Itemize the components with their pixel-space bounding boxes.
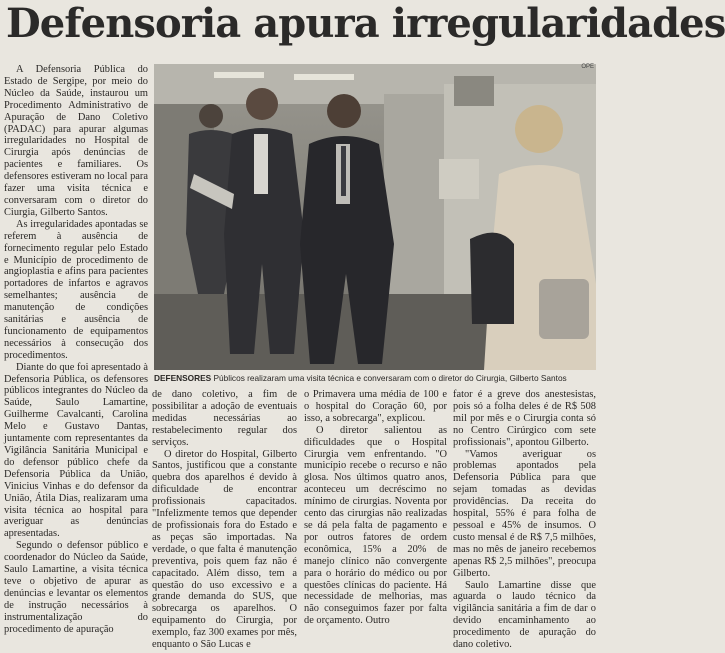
photo-credit-tag: OPE: [581, 64, 594, 70]
paragraph: A Defensoria Pública do Estado de Sergipe, por meio do Núcleo da Saúde, instaurou um Procedimento Administrativo de Apuração de Dano Coletivo (PADAC) para apurar algumas irregularidades no Hospital de Cirurgia após denúncias de pacientes e familiares. Os defensores estiveram no local para fazer uma visita técnica e conversaram com o diretor do Ciurgia, Gilberto Santos.: [4, 64, 148, 218]
paragraph: As irregularidades apontadas se referem à ausência de fornecimento regular pelo Estado e Município de procedimento de angioplastia e afins para pacientes portadores de infartos e agravos semelhantes; ausência de manutenção de condições sanitárias e ausência de funcionamento de equipamentos necessários à consecução dos procedimentos.: [4, 218, 148, 361]
news-photo: [154, 64, 596, 370]
paragraph: "Vamos averiguar os problemas apontados pela Defensoria Pública para que sejam tomadas as devidas providências. Da receita do hospital, 55% é para folha de pessoal e 45% de insumos. O custo mensal é de R$ 7,5 milhões, mas no mês de janeiro recebemos apenas R$ 2,5 milhões", preocupa Gilberto.: [453, 448, 596, 579]
caption-lead: DEFENSORES: [154, 373, 212, 383]
paragraph: o Primavera uma média de 100 e o hospital do Coração 60, por isso, a sobrecarga", explicou.: [304, 389, 447, 424]
paragraph: O diretor salientou as dificuldades que o Hospital Cirurgia vem enfrentando. "O município recebe o recurso e não glosa. Nos últimos quatro anos, aconteceu um decréscimo no mínimo de cirurgias. Noventa por cento das cirurgias não realizadas se dá pela falta de pagamento e por outros fatores de ordem econômica, 15% a 20% de manejo clínico não convergente para o horário do médico ou por questões clínicas do paciente. Há necessidade de melhorias, mas não conseguimos fazer por falta de orçamento. Outro: [304, 424, 447, 627]
photo-caption: [154, 372, 596, 385]
photo-illustration: [154, 64, 596, 370]
article-column-1: [4, 64, 148, 653]
paragraph: de dano coletivo, a fim de possibilitar a adoção de eventuais medidas necessárias ao restabelecimento regular dos serviços.: [152, 389, 297, 448]
paragraph: fator é a greve dos anestesistas, pois só a folha deles é de R$ 508 mil por mês e o Cirurgia conta só no Centro Cirúrgico com sete profissionais", apontou Gilberto.: [453, 389, 596, 448]
paragraph: Saulo Lamartine disse que aguarda o laudo técnico da vigilância sanitária a fim de dar o devido encaminhamento ao procedimento de apuração do dano coletivo.: [453, 579, 596, 651]
headline: Defensoria apura irregularidades: [6, 0, 725, 47]
paragraph: O diretor do Hospital, Gilberto Santos, justificou que a constante quebra dos aparelhos é devido à dificuldade de encontrar profissionais capacitados. "Infelizmente temos que depender de profissionais fora do Estado e as peças são importadas. Na verdade, o que falta é manutenção preventiva, pois quem faz não é capacitado. Além disso, tem a questão do uso excessivo e a grande demanda do SUS, que sobrecarga os aparelhos. O equipamento do Cirurgia, por exemplo, faz 300 exames por mês, enquanto o São Lucas e: [152, 448, 297, 651]
article-column-4: [453, 389, 596, 653]
paragraph: Segundo o defensor público e coordenador do Núcleo da Saúde, Saulo Lamartine, a visita técnica teve o objetivo de apurar as denúncias e levantar os elementos de instrução necessários à instrumentalização do procedimento de apuração: [4, 540, 148, 635]
paragraph: Diante do que foi apresentado à Defensoria Pública, os defensores públicos integrantes do Núcleo da Saúde, Saulo Lamartine, Guilherme Cavalcanti, Carolina Melo e Gustavo Dantas, juntamente com representantes da Vigilância Sanitária Municipal e do defensor público chefe da Defensoria Pública da União, Vinicius Vinhas e do defensor da União, Átila Dias, realizaram uma visita técnica ao hospital para averiguar as denúncias apresentadas.: [4, 361, 148, 540]
article-column-3: [304, 389, 447, 653]
caption-text: Públicos realizaram uma visita técnica e conversaram com o diretor do Cirurgia, Gilberto Santos: [211, 373, 567, 383]
article-column-2: [152, 389, 297, 653]
